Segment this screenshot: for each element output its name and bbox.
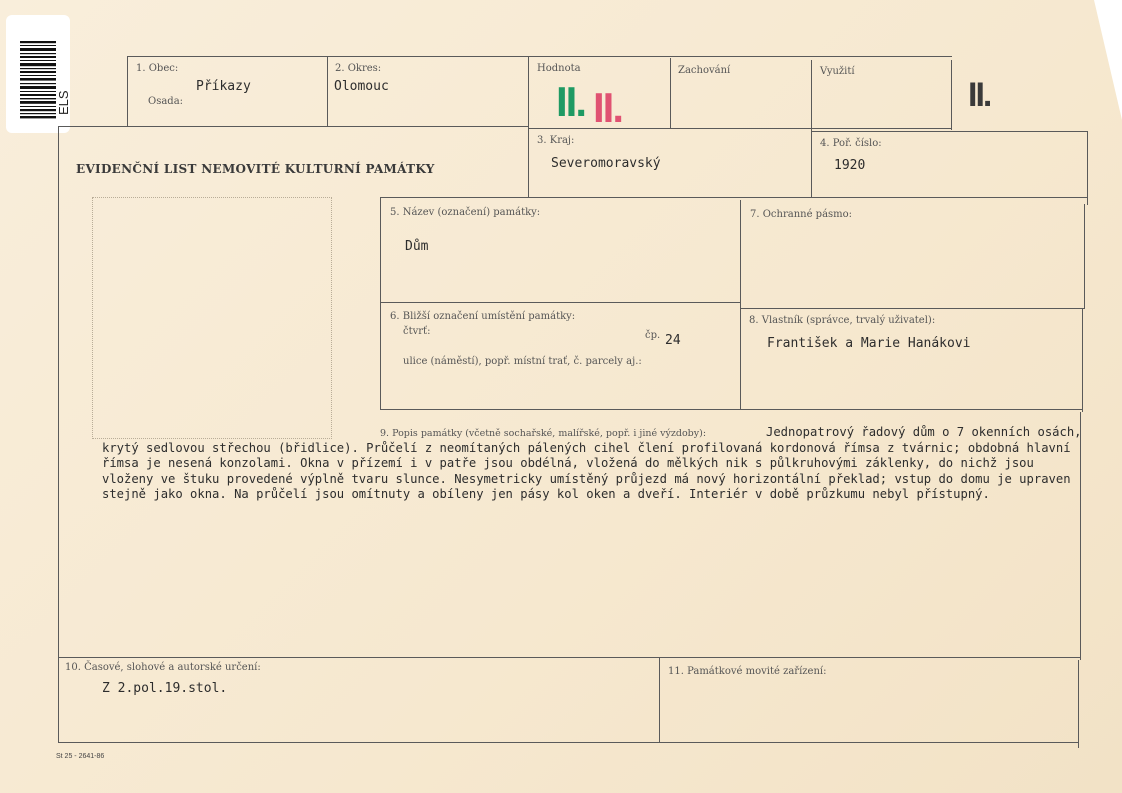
corner-mark: II. — [968, 76, 991, 114]
field-5-value: Dům — [405, 239, 429, 254]
barcode-label: ELS — [56, 90, 71, 115]
field-4-label: 4. Poř. číslo: — [820, 138, 882, 149]
hodnota-label: Hodnota — [537, 63, 581, 74]
rule — [659, 657, 660, 743]
rule — [58, 657, 1081, 658]
rule — [1087, 131, 1088, 205]
rule — [740, 308, 1085, 309]
vyuziti-label: Využití — [820, 66, 855, 77]
field-6-ctvrt-label: čtvrť: — [403, 326, 431, 337]
print-code: St 25 - 2641-86 — [56, 753, 105, 760]
rule — [1078, 660, 1079, 748]
rule — [127, 56, 952, 57]
rule — [1084, 204, 1085, 308]
field-11-label: 11. Památkové movité zařízení: — [668, 666, 827, 677]
field-9-body: krytý sedlovou střechou (břidlice). Průčelí z neomítaných pálených cihel člení profilovaná kordonová římsa z tvárnic; obdobná hlavní římsa je nesená konzolami. Okna v přízemí i v patře jsou obdélná, vložená do mělkých nik s půlkruhovými záklenky, do nichž jsou vloženy ve štuku provedené výplně tvaru slunce. Nesymetricky umístěný průjezd má nový horizontální překlad; vstup do domu je upraven stejně jako okna. Na průčelí jsou omítnuty a obíleny jen pásy kol oken a dveří. Interiér v době průzkumu nebyl přístupný. — [102, 440, 1071, 501]
field-7-label: 7. Ochranné pásmo: — [750, 209, 853, 220]
form-title: EVIDENČNÍ LIST NEMOVITÉ KULTURNÍ PAMÁTKY — [76, 162, 435, 176]
photo-area — [92, 197, 332, 439]
rule — [528, 56, 529, 198]
rule — [1082, 308, 1083, 412]
rule — [380, 409, 1083, 410]
rule — [380, 197, 1088, 198]
rule — [670, 58, 671, 128]
field-1-obec-value: Příkazy — [196, 79, 251, 94]
barcode-sticker — [6, 15, 70, 133]
field-6-ulice-label: ulice (náměstí), popř. místní trať, č. parcely aj.: — [403, 356, 642, 367]
rule — [740, 200, 741, 410]
hodnota-mark-green: II. — [556, 78, 586, 125]
field-9-first-line: Jednopatrový řadový dům o 7 okenních osách, — [766, 425, 1082, 439]
rule — [811, 60, 812, 198]
field-3-label: 3. Kraj: — [537, 135, 575, 146]
rule — [58, 126, 59, 743]
field-9-label: 9. Popis památky (včetně sochařské, malířské, popř. i jiné výzdoby): — [380, 428, 707, 439]
field-6-cp-value: 24 — [665, 333, 681, 348]
zachovani-label: Zachování — [678, 65, 731, 76]
rule — [380, 197, 381, 410]
rule — [811, 131, 1088, 132]
hodnota-mark-red: II. — [593, 84, 623, 131]
field-2-label: 2. Okres: — [335, 63, 382, 74]
rule — [127, 56, 128, 126]
field-6-label: 6. Bližší označení umístění památky: — [390, 311, 576, 322]
rule — [58, 126, 529, 127]
rule — [380, 302, 741, 303]
rule — [528, 128, 952, 129]
field-8-value: František a Marie Hanákovi — [767, 336, 971, 351]
paper-fold — [1094, 0, 1122, 120]
rule — [58, 742, 1079, 743]
field-8-label: 8. Vlastník (správce, trvalý uživatel): — [749, 315, 936, 326]
barcode-icon — [20, 41, 56, 119]
field-1-osada-label: Osada: — [148, 96, 184, 107]
field-4-value: 1920 — [834, 158, 866, 173]
field-5-label: 5. Název (označení) památky: — [390, 207, 541, 218]
field-3-value: Severomoravský — [551, 156, 661, 171]
field-10-label: 10. Časové, slohové a autorské určení: — [65, 662, 261, 673]
rule — [327, 56, 328, 126]
rule — [951, 60, 952, 130]
field-1-label: 1. Obec: — [136, 63, 179, 74]
field-6-cp-label: čp. — [645, 330, 661, 341]
field-2-value: Olomouc — [334, 79, 389, 94]
field-10-value: Z 2.pol.19.stol. — [102, 681, 228, 696]
field-9-description — [102, 425, 1087, 503]
